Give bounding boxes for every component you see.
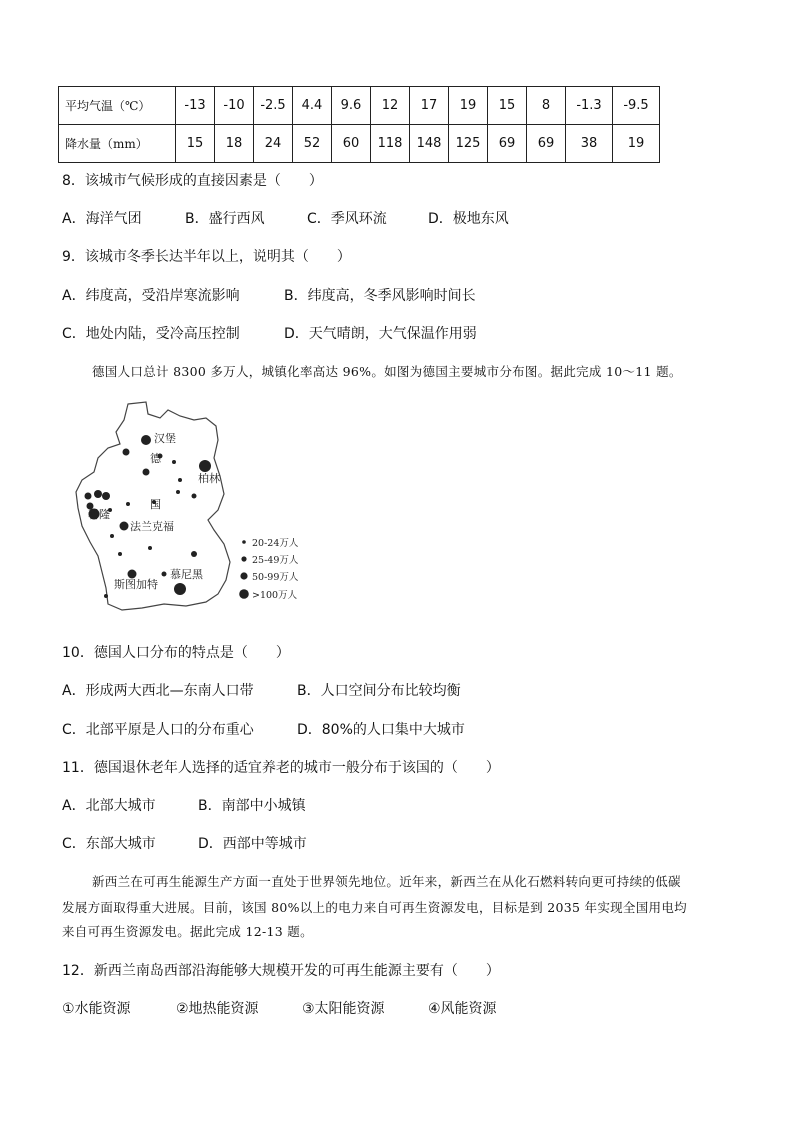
label-cologne: 科隆 <box>88 508 110 521</box>
table-row-precipitation <box>59 125 660 163</box>
question-8-stem: 8．该城市气候形成的直接因素是（ ） <box>62 173 323 189</box>
table-cell: 69 <box>488 125 527 163</box>
table-cell: -10 <box>215 87 254 125</box>
city-dot <box>126 502 130 506</box>
city-dot <box>143 469 150 476</box>
label-hamburg: 汉堡 <box>154 432 176 445</box>
table-cell: 12 <box>371 87 410 125</box>
city-dot-frankfurt <box>120 522 129 531</box>
city-dot <box>162 572 167 577</box>
city-dot <box>104 594 108 598</box>
q12-option-4: ④风能资源 <box>428 1001 497 1017</box>
legend-dot-large <box>240 572 247 579</box>
table-cell: 38 <box>566 125 613 163</box>
city-dot <box>191 551 197 557</box>
table-cell: 15 <box>176 125 215 163</box>
q8-option-c: C．季风环流 <box>307 211 387 227</box>
table-cell: 125 <box>449 125 488 163</box>
q9-option-a: A．纬度高，受沿岸寒流影响 <box>62 288 240 304</box>
q11-option-b: B．南部中小城镇 <box>198 798 306 814</box>
q10-option-b: B．人口空间分布比较均衡 <box>297 683 461 699</box>
table-cell: 148 <box>410 125 449 163</box>
city-dot <box>176 490 180 494</box>
city-dot-munich <box>174 583 186 595</box>
legend-dot-xlarge <box>239 589 249 599</box>
legend-label-4: >100万人 <box>252 590 298 601</box>
q9-option-b: B．纬度高，冬季风影响时间长 <box>284 288 476 304</box>
table-cell: 118 <box>371 125 410 163</box>
table-cell: 4.4 <box>293 87 332 125</box>
q12-option-1: ①水能资源 <box>62 1001 131 1017</box>
city-dot-hamburg <box>141 435 151 445</box>
legend-label-3: 50-99万人 <box>252 572 299 583</box>
q8-option-a: A．海洋气团 <box>62 211 142 227</box>
city-dot <box>102 492 110 500</box>
q12-option-2: ②地热能资源 <box>176 1001 259 1017</box>
table-cell: 8 <box>527 87 566 125</box>
legend-dot-small <box>242 540 246 544</box>
table-cell: -9.5 <box>613 87 660 125</box>
q8-option-d: D．极地东风 <box>428 211 509 227</box>
row-header: 降水量（mm） <box>59 125 176 163</box>
legend-dot-medium <box>241 556 246 561</box>
city-dot <box>192 494 197 499</box>
q10-option-c: C．北部平原是人口的分布重心 <box>62 722 254 738</box>
table-cell: 9.6 <box>332 87 371 125</box>
question-10-stem: 10．德国人口分布的特点是（ ） <box>62 645 290 661</box>
legend-label-1: 20-24万人 <box>252 538 299 549</box>
passage-new-zealand-line-1: 新西兰在可再生能源生产方面一直处于世界领先地位。近年来，新西兰在从化石燃料转向更可持续的低碳 <box>92 874 681 889</box>
label-munich: 慕尼黑 <box>170 568 203 581</box>
label-berlin: 柏林 <box>198 472 220 485</box>
question-12-stem: 12．新西兰南岛西部沿海能够大规模开发的可再生能源主要有（ ） <box>62 963 500 979</box>
table-cell: -13 <box>176 87 215 125</box>
label-frankfurt: 法兰克福 <box>130 520 174 533</box>
table-cell: 60 <box>332 125 371 163</box>
question-11-stem: 11．德国退休老年人选择的适宜养老的城市一般分布于该国的（ ） <box>62 760 500 776</box>
passage-new-zealand-line-2: 发展方面取得重大进展。目前，该国 80%以上的电力来自可再生资源发电，目标是到 2035 年实现全国用电均 <box>62 900 687 915</box>
q9-option-c: C．地处内陆，受冷高压控制 <box>62 326 240 342</box>
table-cell: 69 <box>527 125 566 163</box>
q8-option-b: B．盛行西风 <box>185 211 265 227</box>
city-dot <box>110 534 114 538</box>
table-cell: 18 <box>215 125 254 163</box>
label-stuttgart: 斯图加特 <box>114 578 158 591</box>
table-cell: 52 <box>293 125 332 163</box>
city-dot <box>123 449 130 456</box>
row-header: 平均气温（℃） <box>59 87 176 125</box>
table-cell: 15 <box>488 87 527 125</box>
passage-new-zealand-line-3: 来自可再生资源发电。据此完成 12-13 题。 <box>62 924 313 939</box>
q10-option-d: D．80%的人口集中大城市 <box>297 722 465 738</box>
q11-option-c: C．东部大城市 <box>62 836 156 852</box>
question-9-stem: 9．该城市冬季长达半年以上，说明其（ ） <box>62 249 351 265</box>
city-dot <box>118 552 122 556</box>
q11-option-a: A．北部大城市 <box>62 798 156 814</box>
table-cell: 17 <box>410 87 449 125</box>
q11-option-d: D．西部中等城市 <box>198 836 307 852</box>
city-dot <box>94 490 102 498</box>
passage-germany: 德国人口总计 8300 多万人，城镇化率高达 96%。如图为德国主要城市分布图。据此完成 10～11 题。 <box>92 364 682 379</box>
city-dot <box>172 460 176 464</box>
germany-city-map <box>68 396 318 616</box>
climate-table <box>58 86 660 163</box>
table-cell: 19 <box>449 87 488 125</box>
legend-label-2: 25-49万人 <box>252 555 299 566</box>
city-dot <box>148 546 152 550</box>
table-cell: -2.5 <box>254 87 293 125</box>
city-dot <box>178 478 182 482</box>
q12-option-3: ③太阳能资源 <box>302 1001 385 1017</box>
city-dot-berlin <box>199 460 211 472</box>
table-cell: -1.3 <box>566 87 613 125</box>
table-cell: 24 <box>254 125 293 163</box>
label-guo: 国 <box>150 498 161 511</box>
q9-option-d: D．天气晴朗，大气保温作用弱 <box>284 326 477 342</box>
table-cell: 19 <box>613 125 660 163</box>
city-dot <box>85 493 92 500</box>
table-row-temperature <box>59 87 660 125</box>
label-de: 德 <box>150 452 161 465</box>
q10-option-a: A．形成两大西北—东南人口带 <box>62 683 254 699</box>
